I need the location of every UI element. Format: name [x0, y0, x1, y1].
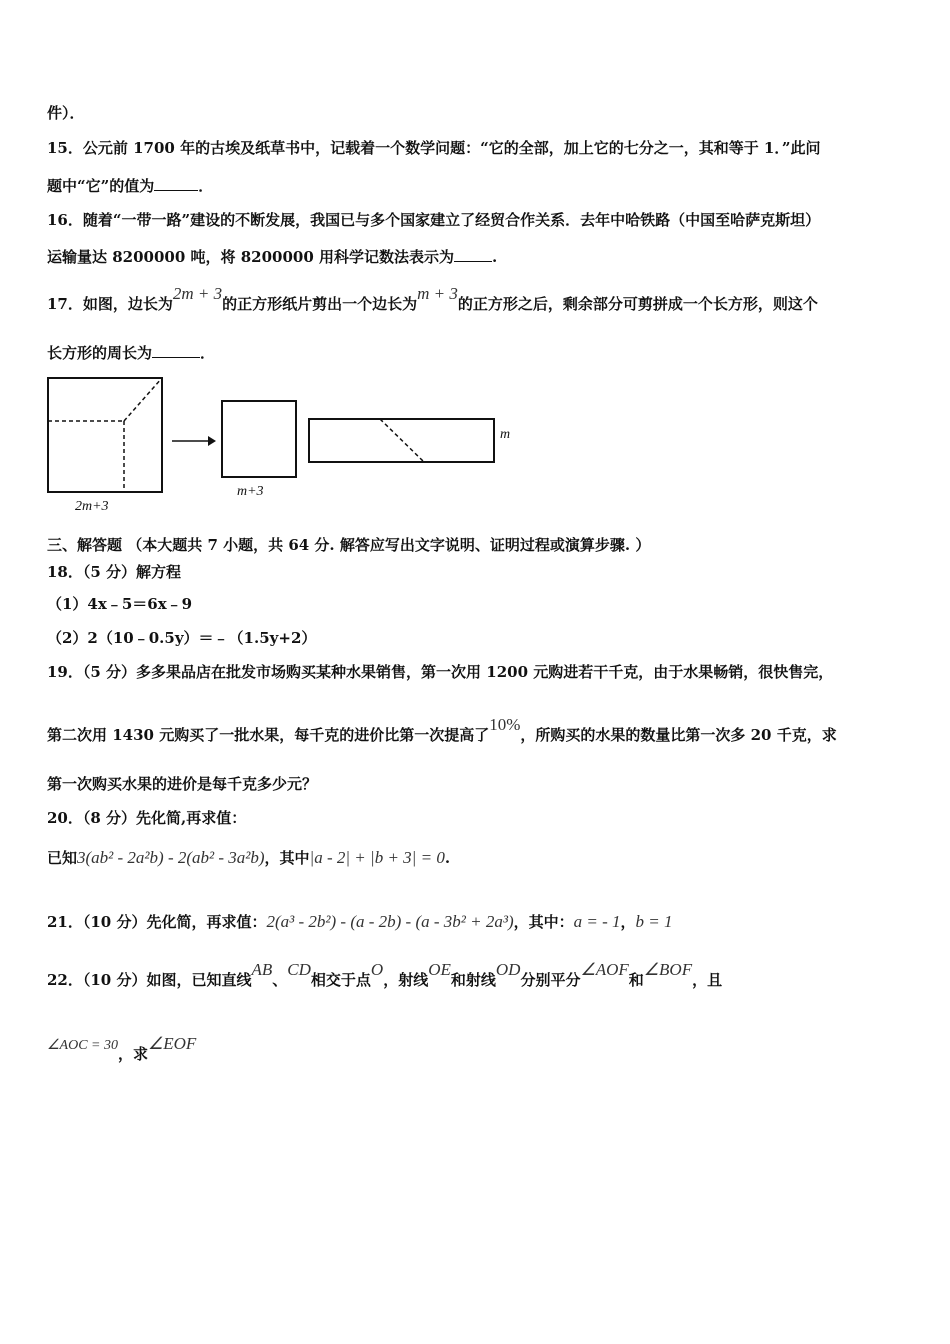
answer-blank — [152, 343, 200, 358]
math-expression: ∠AOC = 30 — [47, 1038, 118, 1053]
question-18-part1: （1）4x﹣5＝6x﹣9 — [47, 595, 193, 613]
math-expression: ∠BOF — [643, 960, 693, 979]
math-expression: 10% — [489, 715, 521, 734]
math-expression: O — [370, 960, 384, 979]
math-expression: CD — [287, 960, 311, 979]
math-expression: OD — [495, 960, 521, 979]
small-square — [222, 401, 296, 477]
small-square-label: m+3 — [237, 484, 264, 499]
question-15-line1: 15．公元前 1700 年的古埃及纸草书中，记载着一个数学问题：“它的全部，加上它的七分之一，其和等于 1．”此问 — [47, 139, 821, 157]
question-21: 21．（10 分）先化简，再求值：2(a³ - 2b²) - (a - 2b) - (a - 3b² + 2a³)，其中：a = - 1，b = 1 — [47, 912, 673, 931]
arrow-icon — [208, 436, 216, 446]
question-18: 18．（5 分）解方程 — [47, 563, 182, 581]
math-expression: m + 3 — [417, 284, 458, 303]
math-expression: 2m + 3 — [172, 284, 223, 303]
question-16-line2: 运输量达 8200000 吨，将 8200000 用科学记数法表示为 . — [47, 248, 498, 266]
line-continuation: 件）． — [47, 104, 85, 122]
answer-blank — [454, 247, 492, 262]
question-20: 20．（8 分）先化简,再求值： — [47, 809, 247, 827]
math-expression: ∠EOF — [148, 1034, 197, 1053]
math-expression: b = 1 — [635, 912, 673, 931]
rectangle-side-label: m — [500, 427, 511, 442]
question-22-line2: ∠AOC = 30，求∠EOF — [47, 1034, 197, 1063]
answer-blank — [154, 176, 198, 191]
dashed-cut-rectangle — [380, 419, 424, 462]
question-17-line1: 17．如图，边长为2m + 3的正方形纸片剪出一个边长为m + 3的正方形之后，剩余部分可剪拼成一个长方形，则这个 — [47, 284, 818, 313]
question-18-part2: （2）2（10﹣0.5y）＝﹣（1.5y+2） — [47, 629, 317, 647]
question-16-line1: 16．随着“一带一路”建设的不断发展，我国已与多个国家建立了经贸合作关系．去年中哈铁路（中国至哈萨克斯坦） — [47, 211, 821, 229]
question-22-line1: 22．（10 分）如图，已知直线AB、CD相交于点O，射线OE和射线OD分别平分∠AOF和∠BOF，且 — [47, 960, 723, 989]
math-expression: 3(ab² - 2a²b) - 2(ab² - 3a²b) — [77, 848, 265, 867]
question-19-line2: 第二次用 1430 元购买了一批水果，每千克的进价比第一次提高了10%，所购买的水果的数量比第一次多 20 千克，求 — [47, 715, 837, 744]
question-15-line2: 题中“它”的值为 ． — [47, 177, 214, 195]
question-19-line3: 第一次购买水果的进价是每千克多少元？ — [47, 775, 318, 793]
math-expression: |a - 2| + |b + 3| = 0 — [309, 848, 445, 867]
math-expression: a = - 1 — [573, 912, 621, 931]
big-square — [48, 378, 162, 492]
section-3-heading: 三、解答题 （本大题共 7 小题，共 64 分. 解答应写出文字说明、证明过程或演算步骤. ） — [47, 536, 651, 554]
dashed-cut-diagonal — [124, 378, 162, 421]
math-expression: ∠AOF — [580, 960, 629, 979]
question-17-line2: 长方形的周长为 ． — [47, 344, 216, 362]
math-expression: 2(a³ - 2b²) - (a - 2b) - (a - 3b² + 2a³) — [266, 912, 514, 931]
math-expression: OE — [428, 960, 451, 979]
question-19-line1: 19．（5 分）多多果品店在批发市场购买某种水果销售，第一次用 1200 元购进若干千克，由于水果畅销，很快售完， — [47, 663, 834, 681]
square-cut-figure — [40, 370, 530, 520]
math-expression: AB — [251, 960, 273, 979]
big-square-label: 2m+3 — [75, 499, 109, 514]
question-20-expression: 已知3(ab² - 2a²b) - 2(ab² - 3a²b)，其中|a - 2| + |b + 3| = 0. — [47, 848, 451, 867]
